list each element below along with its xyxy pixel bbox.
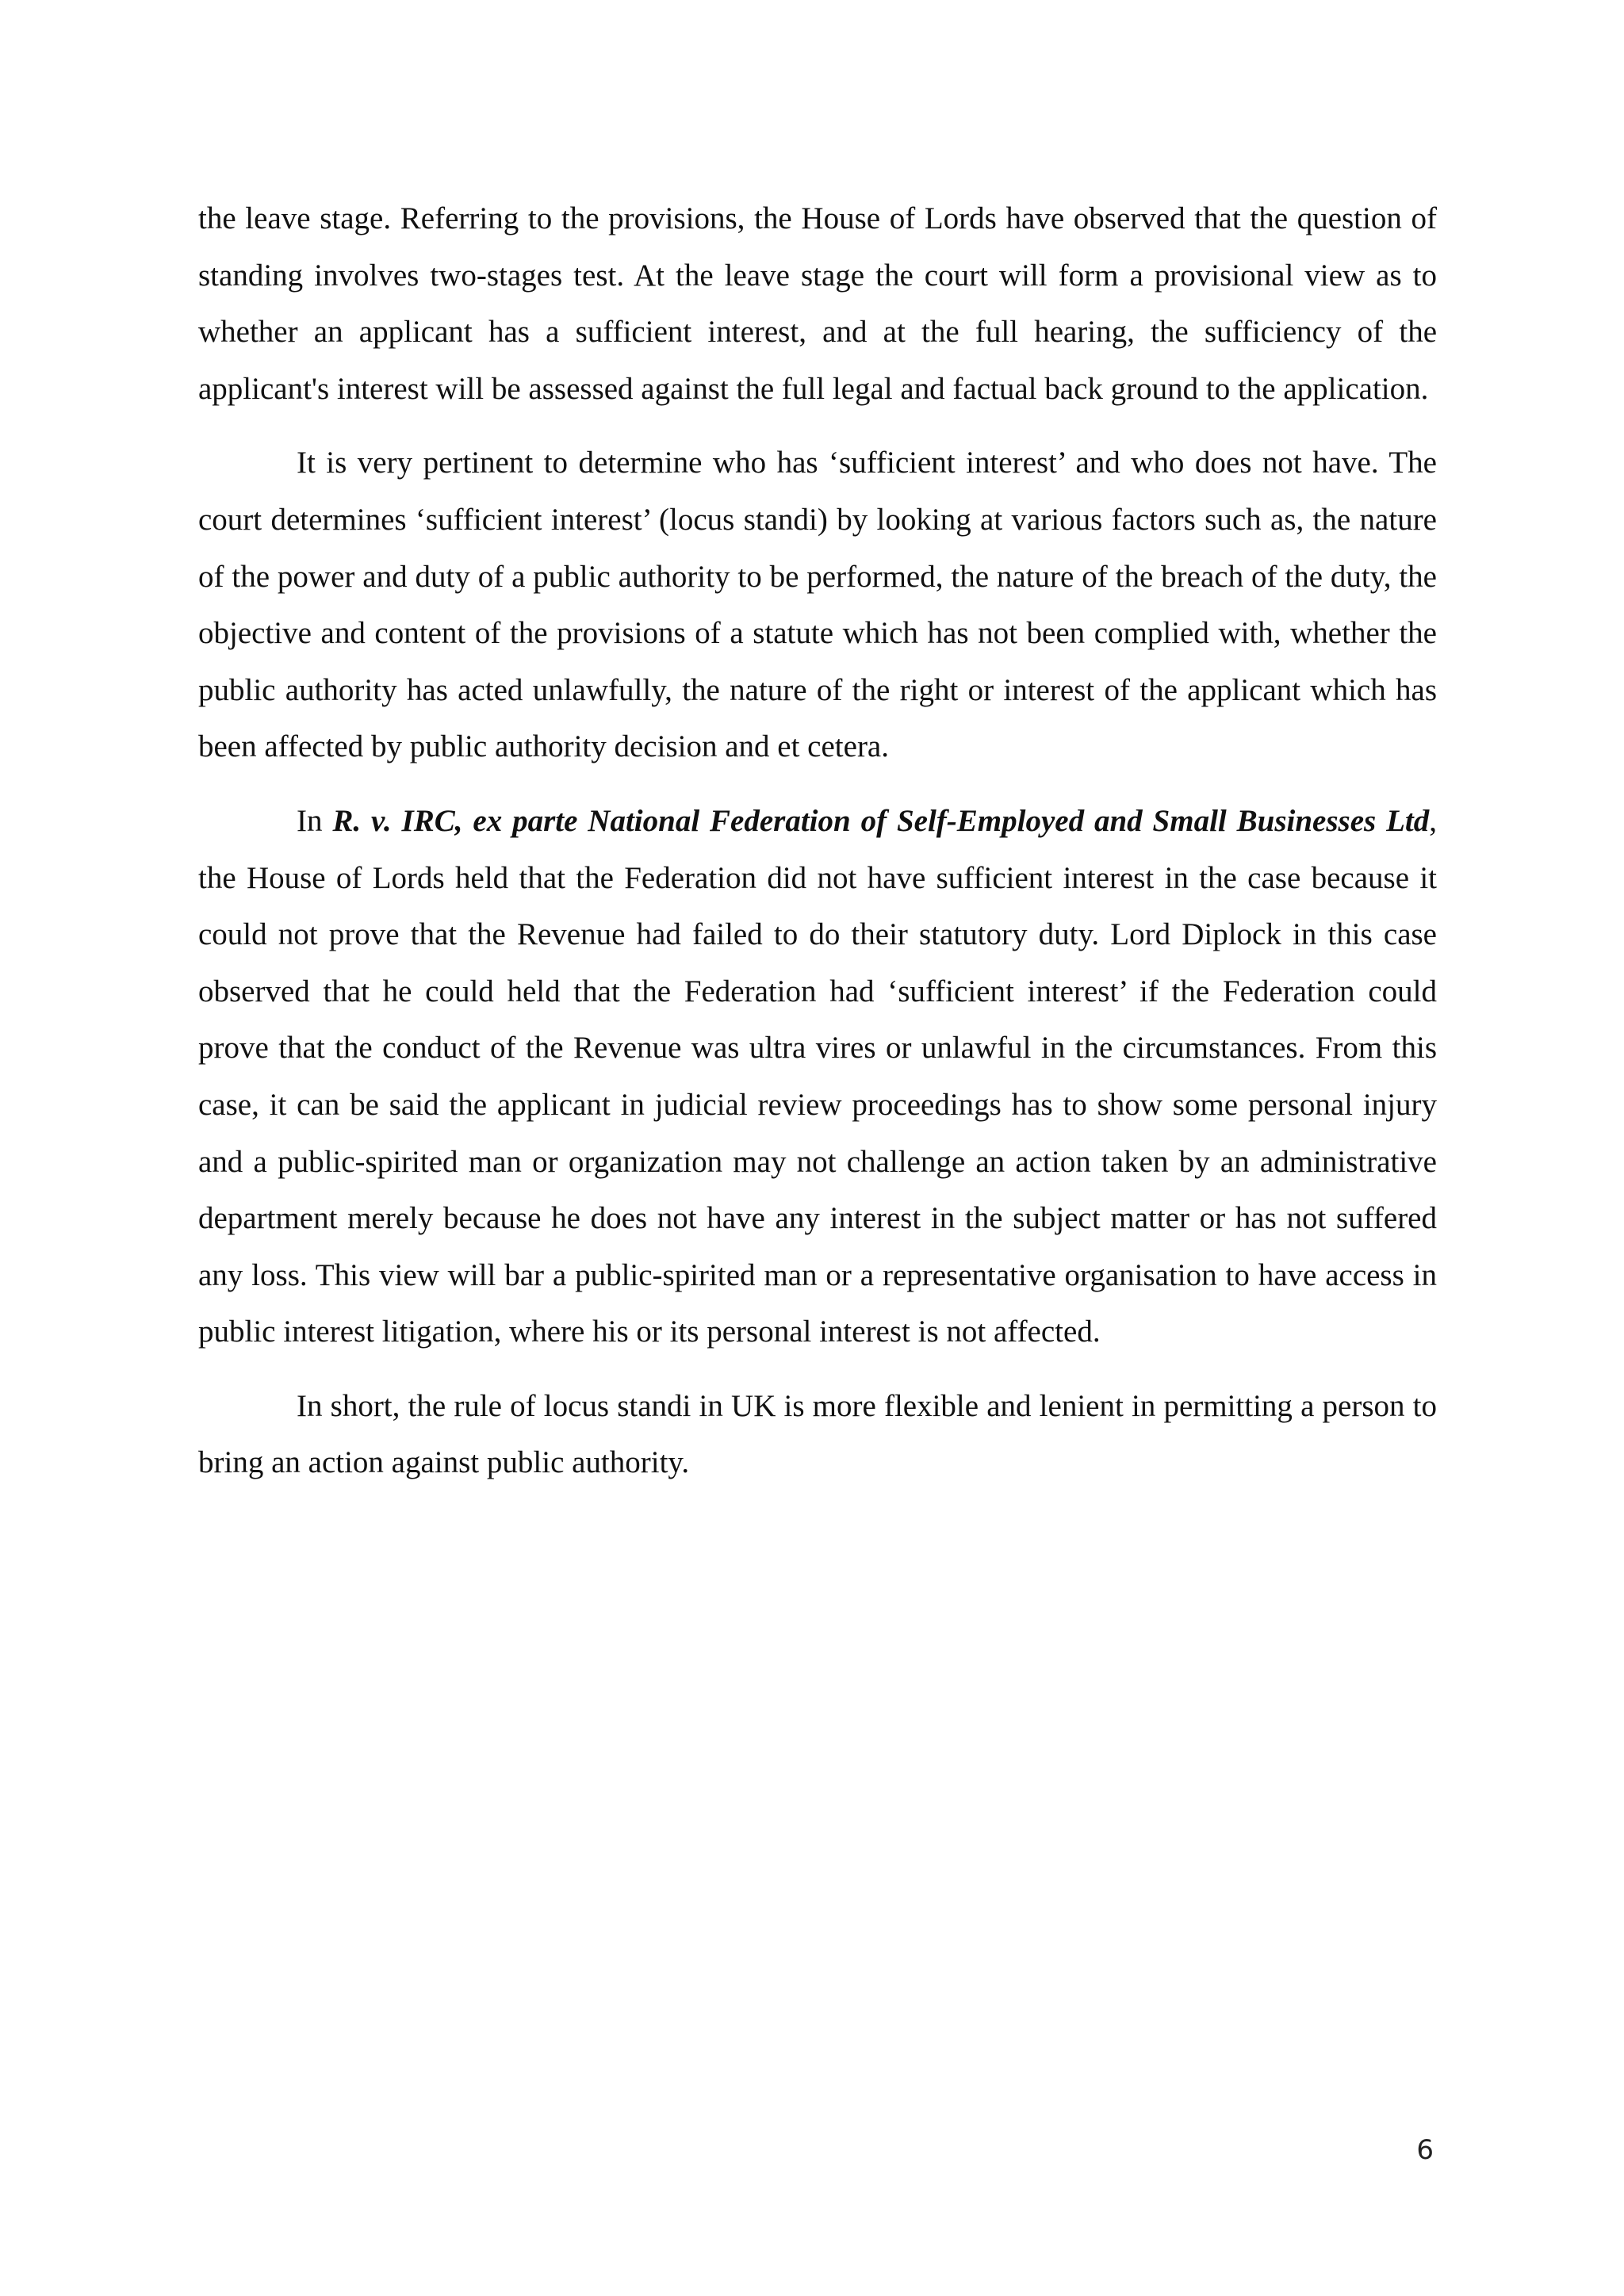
paragraph-sufficient-interest-text: It is very pertinent to determine who has ‘sufficient interest’ and who does not have. The court determines ‘sufficient interest’ (locus standi) by looking at various factors such as, the nature of the power and duty of a public authority to be performed, the nature of the breach of the duty, the objective and content of the provisions of a statute which has not been complied with, whether the public authority has acted unlawfully, the nature of the right or interest of the applicant which has been affected by public authority decision and et cetera.	[198, 446, 1437, 764]
paragraph-conclusion	[198, 1378, 1437, 1491]
paragraph-case-discussion-text: , the House of Lords held that the Federation did not have sufficient interest in the case because it could not prove that the Revenue had failed to do their statutory duty. Lord Diplock in this case observed that he could held that the Federation had ‘sufficient interest’ if the Federation could prove that the conduct of the Revenue was ultra vires or unlawful in the circumstances. From this case, it can be said the applicant in judicial review proceedings has to show some personal injury and a public-spirited man or organization may not challenge an action taken by an administrative department merely because he does not have any interest in the subject matter or has not suffered any loss. This view will bar a public-spirited man or a representative organisation to have access in public interest litigation, where his or its personal interest is not affected.	[198, 803, 1437, 1349]
case-name: R. v. IRC, ex parte National Federation of Self-Employed and Small Businesses Ltd	[332, 803, 1430, 838]
paragraph-case-prefix: In	[297, 803, 333, 838]
paragraph-case-discussion	[198, 793, 1437, 1360]
paragraph-sufficient-interest	[198, 434, 1437, 775]
paragraph-leave-stage-text: the leave stage. Referring to the provisions, the House of Lords have observed that the question of standing involves two-stages test. At the leave stage the court will form a provisional view as to whether an applicant has a sufficient interest, and at the full hearing, the sufficiency of the applicant's interest will be assessed against the full legal and factual back ground to the application.	[198, 201, 1437, 406]
page-number: 6	[1416, 2134, 1434, 2166]
paragraph-leave-stage	[198, 190, 1437, 417]
paragraph-conclusion-text: In short, the rule of locus standi in UK is more flexible and lenient in permitting a person to bring an action against public authority.	[198, 1388, 1437, 1480]
body-text	[198, 190, 1437, 1509]
